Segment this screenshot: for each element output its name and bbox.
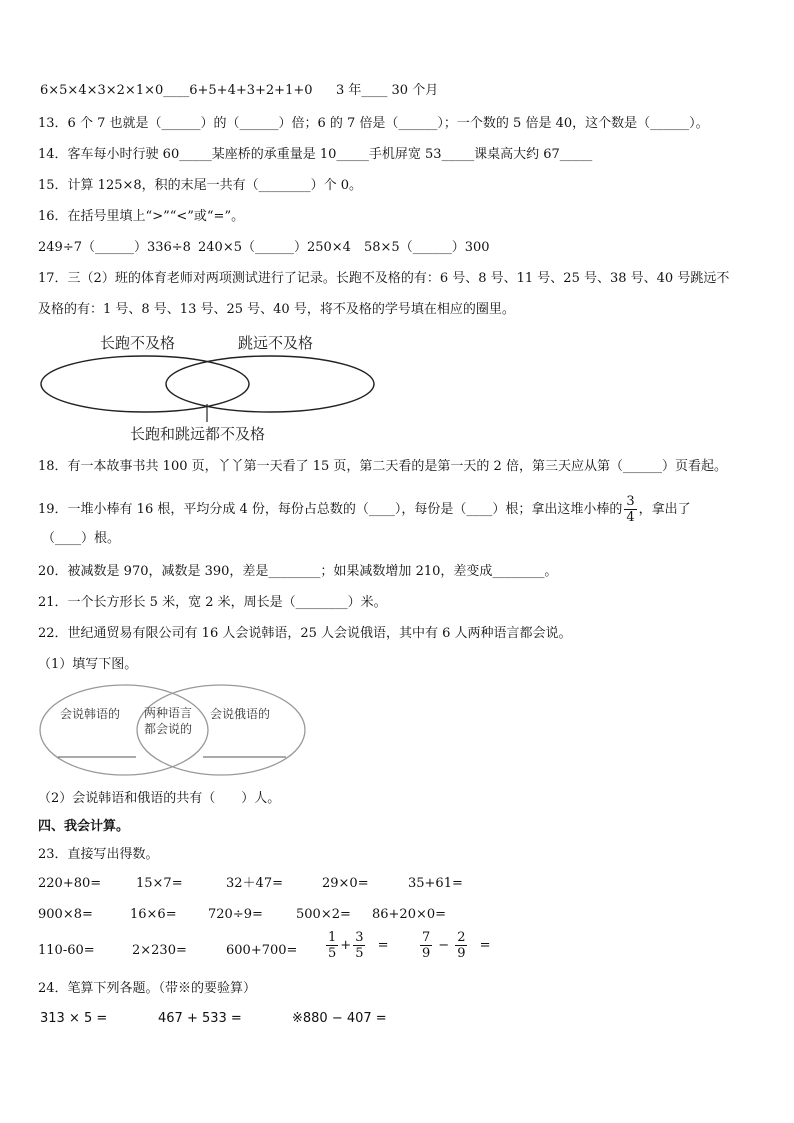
venn2-right-label: 会说俄语的 <box>210 707 271 721</box>
fraction-difference <box>418 930 491 961</box>
question-20: 20．被减数是 970，减数是 390，差是________；如果减数增加 210，差变成________。 <box>38 564 558 579</box>
venn-diagram-languages <box>38 682 310 782</box>
question-17-line1: 17．三（2）班的体育老师对两项测试进行了记录。长跑不及格的有：6 号、8 号、11 号、25 号、38 号、40 号跳远不 <box>38 271 730 286</box>
calc-r2-c3: 720÷9= <box>208 907 263 922</box>
question-13: 13．6 个 7 也就是（______）的（______）倍；6 的 7 倍是（______）；一个数的 5 倍是 40，这个数是（______）。 <box>38 116 709 131</box>
q12-compare-b: 3 年____ 30 个月 <box>336 83 439 98</box>
calc-r2-c5: 86+20×0= <box>372 907 447 922</box>
venn1-left-label: 长跑不及格 <box>100 334 176 352</box>
question-16-item-c: 58×5（______）300 <box>364 240 490 255</box>
fraction-three-quarters <box>624 494 636 525</box>
question-14: 14．客车每小时行驶 60_____某座桥的承重量是 10_____手机屏宽 53_____课桌高大约 67_____ <box>38 147 593 162</box>
fraction-two-ninths <box>455 930 467 961</box>
question-16: 16．在括号里填上“>”“<”或“=”。 <box>38 209 245 224</box>
calc-r1-c2: 15×7= <box>136 876 183 891</box>
calc-r2-c4: 500×2= <box>296 907 351 922</box>
question-19-text-tail: ，拿出了 <box>638 502 691 517</box>
venn-diagram-running-jumping <box>38 330 383 445</box>
question-23: 23．直接写出得数。 <box>38 847 159 862</box>
fraction-seven-ninths <box>420 930 432 961</box>
question-19-line2: （____）根。 <box>42 531 121 546</box>
question-19-text: 19．一堆小棒有 16 根，平均分成 4 份，每份占总数的（____），每份是（____）根；拿出这堆小棒的 <box>38 502 623 517</box>
fraction-three-fifths <box>353 930 365 961</box>
calc-r3-c1: 110-60= <box>38 943 95 958</box>
question-16-item-a: 249÷7（______）336÷8 <box>38 240 191 255</box>
question-22-part2: （2）会说韩语和俄语的共有（ ）人。 <box>38 791 281 806</box>
question-17-line2: 及格的有：1 号、8 号、13 号、25 号、40 号，将不及格的学号填在相应的圈里。 <box>38 302 515 317</box>
fraction-numerator: 7 <box>422 930 431 945</box>
venn1-left-ellipse <box>41 356 249 412</box>
minus-sign: − <box>438 938 450 953</box>
calc-r2-c2: 16×6= <box>130 907 177 922</box>
written-calc-2: 467 + 533 = <box>158 1011 242 1026</box>
calc-r3-c3: 600+700= <box>226 943 298 958</box>
equals-sign: = <box>377 938 389 953</box>
question-21: 21．一个长方形长 5 米，宽 2 米，周长是（________）米。 <box>38 595 387 610</box>
calc-r1-c5: 35+61= <box>408 876 463 891</box>
venn2-middle-label-1: 两种语言 <box>144 706 193 720</box>
venn2-left-label: 会说韩语的 <box>60 707 121 721</box>
fraction-denominator: 5 <box>328 946 337 961</box>
written-calc-3: ※880 − 407 = <box>292 1011 387 1026</box>
question-19-line1 <box>38 494 691 525</box>
equals-sign: = <box>479 938 491 953</box>
question-22-part1: （1）填写下图。 <box>38 657 138 672</box>
calc-r1-c3: 32＋47= <box>226 876 283 891</box>
plus-sign: + <box>340 938 352 953</box>
fraction-denominator: 5 <box>355 946 364 961</box>
fraction-denominator: 9 <box>422 946 431 961</box>
question-16-item-b: 240×5（______）250×4 <box>198 240 351 255</box>
written-calc-1: 313 × 5 = <box>40 1011 108 1026</box>
question-15: 15．计算 125×8，积的末尾一共有（________）个 0。 <box>38 178 363 193</box>
question-24: 24．笔算下列各题。（带※的要验算） <box>38 981 257 996</box>
fraction-numerator: 3 <box>626 494 635 509</box>
fraction-numerator: 2 <box>457 930 466 945</box>
venn2-middle-label-2: 都会说的 <box>144 722 193 736</box>
fraction-sum <box>324 930 389 961</box>
calc-r3-c2: 2×230= <box>132 943 187 958</box>
calc-r2-c1: 900×8= <box>38 907 93 922</box>
question-18: 18．有一本故事书共 100 页，丫丫第一天看了 15 页，第二天看的是第一天的 2 倍，第三天应从第（______）页看起。 <box>38 459 727 474</box>
fraction-numerator: 3 <box>355 930 364 945</box>
venn1-right-ellipse <box>166 356 374 412</box>
question-22: 22．世纪通贸易有限公司有 16 人会说韩语，25 人会说俄语，其中有 6 人两种语言都会说。 <box>38 626 572 641</box>
q12-compare-a: 6×5×4×3×2×1×0____6+5+4+3+2+1+0 <box>40 83 313 98</box>
section-4-heading: 四、我会计算。 <box>38 819 130 834</box>
calc-r1-c1: 220+80= <box>38 876 102 891</box>
fraction-denominator: 9 <box>457 946 466 961</box>
fraction-one-fifth <box>326 930 338 961</box>
calc-r1-c4: 29×0= <box>322 876 369 891</box>
fraction-denominator: 4 <box>626 510 635 525</box>
venn1-right-label: 跳远不及格 <box>238 334 314 352</box>
venn1-bottom-label: 长跑和跳远都不及格 <box>130 425 266 443</box>
fraction-numerator: 1 <box>328 930 337 945</box>
